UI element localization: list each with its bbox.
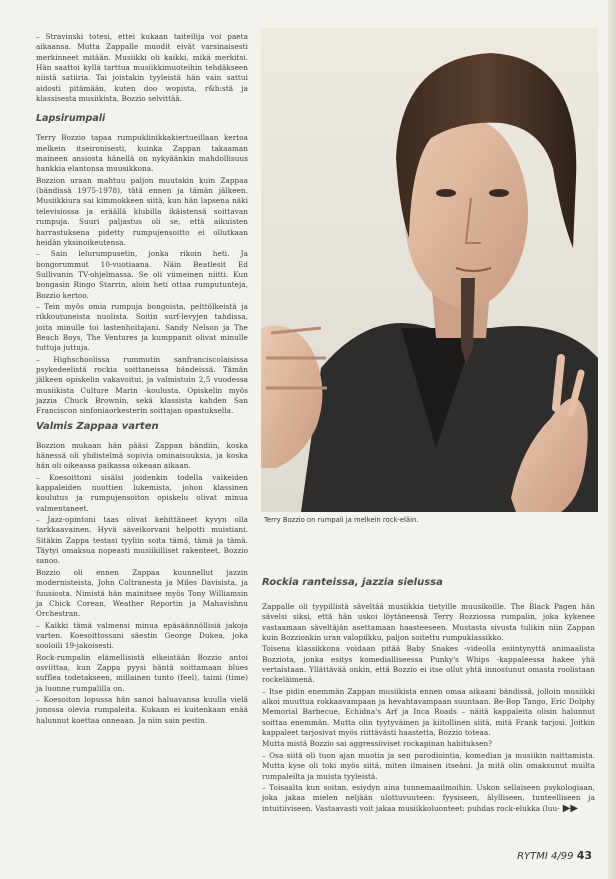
page-edge-shadow (608, 0, 616, 879)
paragraph (262, 783, 595, 814)
page-number: 43 (576, 849, 592, 862)
paragraph: Bozzio oli ennen Zappaa kuunnellut jazzin modernisteista, John Coltranesta ja Miles Davisista, ja fuusiosta. Nimistä hän mainitsee myös Tony Williamsin ja Chick Corean, Weather Reportin ja Mahavishnu Orchestran. (36, 567, 248, 619)
paragraph: – Highschoolissa rummutin sanfranciscolaisissa psykedeelistä rockia soittaneissa bändeissä. Tämän jälkeen opiskelin vakavoitui, ja valmistuin 2,5 vuodessa musiikista Culture Marin -koulusta. Opiskelin myös jazzia Chuck Brownin, sekä klassista kahden San Franciscon sinfoniaorkesterin soittajan opastuksella. (36, 354, 248, 416)
paragraph: – Kaikki tämä valmensi minua epäsäännöllisiä jakoja varten. Koesoittossani säestin George Dukea, joka sooloili 19-jakoisesti. (36, 620, 248, 651)
left-column (36, 32, 248, 726)
paragraph: Bozzion mukaan hän pääsi Zappan bändiin, koska hänessä oli yhdistelmä sopivia ominaisuuksia, ja koska hän oli oikeassa paikassa oikeaan aikaan. (36, 440, 248, 471)
section-heading-lapsirumpali: Lapsirumpali (36, 113, 106, 125)
paragraph: Rock-rumpalin elämellisistä elkeistään Bozzio antoi osviittaa, kun Zappa pyysi häntä soittamaan blues suffleа todetakseen, millainen tunto (feel), taimi (time) ja luonne rumpalilla on. (36, 652, 248, 693)
paragraph: – Koesoittoni sisälsi joidenkin todella vaikeiden kappaleiden nuottien lukemista, johon klassinen koulutus ja rumpujensoiton opiskelu olivat minua valmentaneet. (36, 472, 248, 513)
right-column (262, 577, 595, 814)
paragraph: – Stravinski totesi, ettei kukaan taiteilija voi paeta aikaansa. Mutta Zappalle muodit eivät varsinaisesti merkinneet mitään. Musiikki oli kaikki, mikä merkitsi. Hän saattoi kyllä tarttua musiikkimuoteihin tehdäkseen niistä satiiria. Tai joistakin tyyleistä hän vain sattui aidosti pitämään, kuten doo wopista, r&b:stä ja klassisesta musiikista, Bozzio selvittää. (36, 32, 248, 104)
paragraph: – Tein myös omia rumpuja bongoista, pelttölkeistä ja rikkoutuneista nuolista. Soitin surf-levyjen tahdissa, joita minulle toi lastenhoitajani. Sandy Nelson ja The Beach Boys, The Ventures ja kumppanit olivat minulle tuttuja juttuja. (36, 301, 248, 353)
paragraph: – Itse pidin enemmän Zappan musiikista ennen omaa aikaani bändissä, jolloin musiikki alkoi muuttua rokkaavampaan ja hevahtavampaan suuntaan. Be-Bop Tango, Eric Dolphy Memorial Barbecue, Echidna's Arf ja Inca Roads – näitä kappaleita olisin halunnut soittaa enemmän. Mutta olin tyytyväinen ja kiitollinen siitä, mitä Frank tarjosi. Joitkin kappaleet tarjosivat myös riittävästi haastetta, Bozzio toteaa. (262, 686, 595, 738)
photo-caption: Terry Bozzio on rumpali ja melkein rock-eläin. (264, 516, 419, 524)
paragraph-text: – Toisaalta kun soitan, esiydyn aina tunnemaailmoihin. Uskon sellaiseen psykologiaan, joka jakaa mielen neljään ulottuvuuteen: fyysiseen, älylliseen, tunteelliseen ja intuitiiviseen. Vastaavasti voit jakaa musiikkoluonteet: puhdas rock-elukka (luu- (262, 782, 595, 813)
paragraph: – Sain lelurumpusetin, jonka rikoin heti. Ja bongorummut 10-vuotiaana. Näin Beatlesit Ed Sullivanin TV-ohjelmassa. Se oli viimeinen niitti. Kun bongasin Ringo Starrin, aloin heti ottaa rumputunteja, Bozzio kertoo. (36, 249, 248, 300)
portrait-photo (261, 28, 598, 512)
paragraph: Mutta mistä Bozzio sai aggressiiviset rockapinan habituksen? (262, 739, 493, 749)
paragraph: – Koesoiton lopussa hän sanoi haluavansa kuulla vielä jonossa olevia rumpaleita. Kukaan ei kuitenkaan enää halunnut koettaa onneaan. Ja niin sain pestin. (36, 694, 248, 725)
paragraph: Zappalle oli tyypillistä säveltää musiikkia tietyille muusikoille. The Black Pagen hän sävelsi siksi, että hän uskoi löytäneensä Terry Bozziossa rumpalin, joka kykenee vastaamaan säveltäjän asettamaan haasteeseen. Mustasta sivusta tulikin niin Zappan kuin Bozzionkin uran valopilkku, paljon soitettu rumpuklassikko. (262, 602, 595, 643)
paragraph: Bozzion uraan mahtuu paljon muutakin kuin Zappaa (bändissä 1975-1978), tätä ennen ja tämän jälkeen. Musiikkiura sai kimmokkeen siitä, kun hän lapsena näki televisiossa ja eräällä klubilla ikäistensä soittavan rumpuja. Suuri paljastus oli se, että aikuisten harrastuksena pidetty rumpujensoitto ei ollutkaan heidän yksinoikeutensa. (36, 175, 248, 247)
section-heading-valmis-zappaa-varten: Valmis Zappaa varten (36, 420, 159, 432)
portrait-illustration (261, 28, 598, 512)
paragraph: – Osa siitä oli tuon ajan muotia ja sen parodiointia, komedian ja musiikin naittamista. Mutta kyse oli toki myös siitä, miten ilmaisen itseäni. Ja mitä olin omaksunut muilta rumpaleilta ja muista tyyleistä. (262, 750, 595, 781)
paragraph: Toisena klassikkona voidaan pitää Baby Snakes -videolla esiintynyttä animaalista Bozziota, jonka esitys komedialliseessa Punky's Whips -kappaleessa hakee yhä vertaistaan. Yllättävää onkin, että Bozzio ei itse ollut yhtä innostunut omasta roolistaan rockeläimenä. (262, 644, 595, 685)
paragraph: – Jazz-opintoni taas olivat kehittäneet kyvyn olla tarkkaavainen. Hyvä säveikorvani helpotti muistiani. Sitäkin Zappa testasi tyyliin soita tämä, tämä ja tämä. Täytyi omaksua nopeasti musiikilliset rakenteet, Bozzio sanoo. (36, 515, 248, 566)
paragraph: Terry Bozzio tapaa rumpuklinikkakiertueillaan kertoa melkein itseironisesti, kuinka Zappan takaaman maineen ansiosta hänellä on nykyäänkin mahdollisuus hankkia elantonsa muusikkona. (36, 133, 248, 174)
section-heading-rockia-ranteissa: Rockia ranteissa, jazzia sielussa (262, 577, 443, 588)
page-footer (517, 849, 592, 862)
continue-arrow-icon: ▶▶ (562, 802, 579, 814)
magazine-issue: RYTMI 4/99 (517, 851, 574, 862)
